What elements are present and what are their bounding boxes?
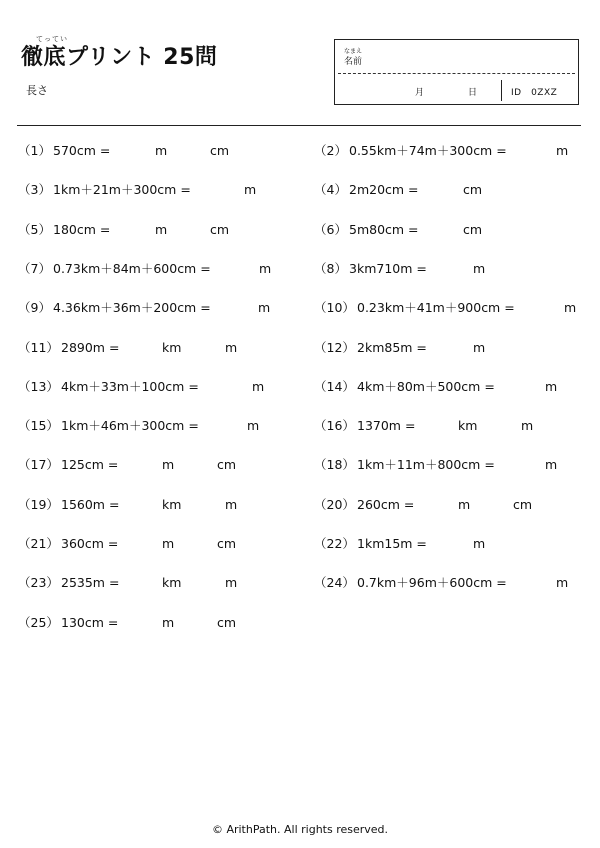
question-number: （13）	[18, 378, 59, 394]
question-number: （9）	[18, 300, 51, 316]
answer-unit: m	[155, 143, 168, 158]
question-number: （22）	[314, 536, 355, 551]
question-number: （25）	[18, 614, 59, 630]
worksheet-id: ID 0ZXZ	[511, 88, 558, 98]
question-expression: 2m20cm =	[349, 182, 419, 198]
question-number: （12）	[314, 339, 355, 355]
answer-unit: m	[521, 418, 534, 434]
question-number: （16）	[314, 418, 355, 434]
answer-unit: m	[155, 221, 168, 237]
answer-unit: m	[473, 260, 486, 276]
name-dashed-line	[338, 73, 575, 74]
answer-unit: m	[473, 339, 486, 355]
answer-unit: km	[162, 496, 182, 512]
answer-unit: cm	[217, 536, 237, 551]
question-item	[314, 221, 593, 238]
question-item	[18, 536, 297, 552]
question-expression: 570cm =	[53, 143, 111, 158]
answer-unit: m	[247, 418, 260, 434]
answer-unit: m	[225, 339, 238, 355]
answer-unit: cm	[210, 143, 230, 158]
answer-unit: m	[458, 496, 471, 512]
answer-unit: cm	[513, 496, 533, 512]
question-number: （23）	[18, 575, 59, 591]
question-number: （19）	[18, 496, 59, 512]
question-item	[314, 575, 593, 591]
question-expression: 5m80cm =	[349, 221, 419, 237]
question-item	[18, 221, 297, 238]
question-item	[314, 339, 593, 356]
question-number: （2）	[314, 143, 347, 158]
page-subtitle: 長さ	[26, 84, 48, 97]
question-number: （6）	[314, 221, 347, 237]
question-expression: 1km＋11m＋800cm =	[357, 457, 495, 473]
answer-unit: m	[556, 575, 569, 591]
question-number: （20）	[314, 496, 355, 512]
answer-unit: m	[162, 614, 175, 630]
question-expression: 1km15m =	[357, 536, 427, 551]
question-expression: 1km＋21m＋300cm =	[53, 182, 191, 198]
question-item	[314, 182, 593, 198]
question-number: （18）	[314, 457, 355, 473]
question-expression: 180cm =	[53, 221, 111, 237]
name-label: 名前	[344, 57, 363, 67]
question-number: （10）	[314, 300, 355, 316]
question-item	[18, 378, 297, 395]
title-ruby: てってい	[36, 35, 68, 43]
question-item	[18, 260, 297, 277]
question-expression: 3km710m =	[349, 260, 427, 276]
question-number: （8）	[314, 260, 347, 276]
question-expression: 2km85m =	[357, 339, 427, 355]
question-number: （1）	[18, 143, 51, 158]
question-item	[314, 418, 593, 434]
question-item	[314, 496, 593, 513]
question-expression: 4km＋80m＋500cm =	[357, 378, 495, 394]
answer-unit: m	[564, 300, 577, 316]
question-expression: 4km＋33m＋100cm =	[61, 378, 199, 394]
answer-unit: m	[258, 300, 271, 316]
answer-unit: m	[473, 536, 486, 551]
day-label: 日	[468, 88, 478, 98]
question-number: （3）	[18, 182, 51, 198]
question-item	[18, 418, 297, 434]
question-expression: 4.36km＋36m＋200cm =	[53, 300, 211, 316]
name-box	[334, 39, 579, 105]
question-item	[18, 339, 297, 356]
question-expression: 0.55km＋74m＋300cm =	[349, 143, 507, 158]
answer-unit: m	[259, 260, 272, 276]
question-expression: 0.7km＋96m＋600cm =	[357, 575, 507, 591]
question-item	[314, 378, 593, 395]
answer-unit: m	[162, 536, 175, 551]
question-number: （24）	[314, 575, 355, 591]
question-number: （11）	[18, 339, 59, 355]
answer-unit: m	[556, 143, 569, 158]
answer-unit: km	[162, 339, 182, 355]
answer-unit: km	[458, 418, 478, 434]
question-number: （15）	[18, 418, 59, 434]
answer-unit: cm	[217, 614, 237, 630]
question-item	[314, 536, 593, 552]
answer-unit: cm	[463, 182, 483, 198]
question-expression: 2890m =	[61, 339, 120, 355]
question-number: （17）	[18, 457, 59, 473]
answer-unit: cm	[217, 457, 237, 473]
page-title: 徹底プリント 25問	[21, 45, 218, 70]
answer-unit: m	[225, 575, 238, 591]
month-label: 月	[415, 88, 425, 98]
question-number: （4）	[314, 182, 347, 198]
header-divider	[17, 125, 581, 126]
name-ruby: なまえ	[344, 48, 363, 55]
footer-copyright: © ArithPath. All rights reserved.	[211, 823, 389, 836]
question-expression: 1560m =	[61, 496, 120, 512]
question-item	[314, 260, 593, 277]
question-item	[18, 457, 297, 473]
answer-unit: m	[225, 496, 238, 512]
question-expression: 125cm =	[61, 457, 119, 473]
question-expression: 0.73km＋84m＋600cm =	[53, 260, 211, 276]
question-item	[18, 575, 297, 591]
question-item	[18, 614, 297, 631]
question-number: （5）	[18, 221, 51, 237]
question-number: （14）	[314, 378, 355, 394]
question-item	[18, 182, 297, 198]
answer-unit: cm	[210, 221, 230, 237]
id-separator	[501, 80, 502, 101]
question-item	[18, 496, 297, 513]
question-expression: 0.23km＋41m＋900cm =	[357, 300, 515, 316]
question-expression: 1km＋46m＋300cm =	[61, 418, 199, 434]
question-item	[18, 143, 297, 159]
question-item	[314, 300, 593, 316]
answer-unit: m	[545, 378, 558, 394]
answer-unit: cm	[463, 221, 483, 237]
answer-unit: m	[244, 182, 257, 198]
question-number: （21）	[18, 536, 59, 551]
answer-unit: m	[545, 457, 558, 473]
question-expression: 2535m =	[61, 575, 120, 591]
answer-unit: m	[162, 457, 175, 473]
question-item	[314, 457, 593, 473]
question-item	[18, 300, 297, 316]
question-number: （7）	[18, 260, 51, 276]
question-item	[314, 143, 593, 159]
answer-unit: m	[252, 378, 265, 394]
answer-unit: km	[162, 575, 182, 591]
question-expression: 130cm =	[61, 614, 119, 630]
question-expression: 1370m =	[357, 418, 416, 434]
question-expression: 260cm =	[357, 496, 415, 512]
question-expression: 360cm =	[61, 536, 119, 551]
